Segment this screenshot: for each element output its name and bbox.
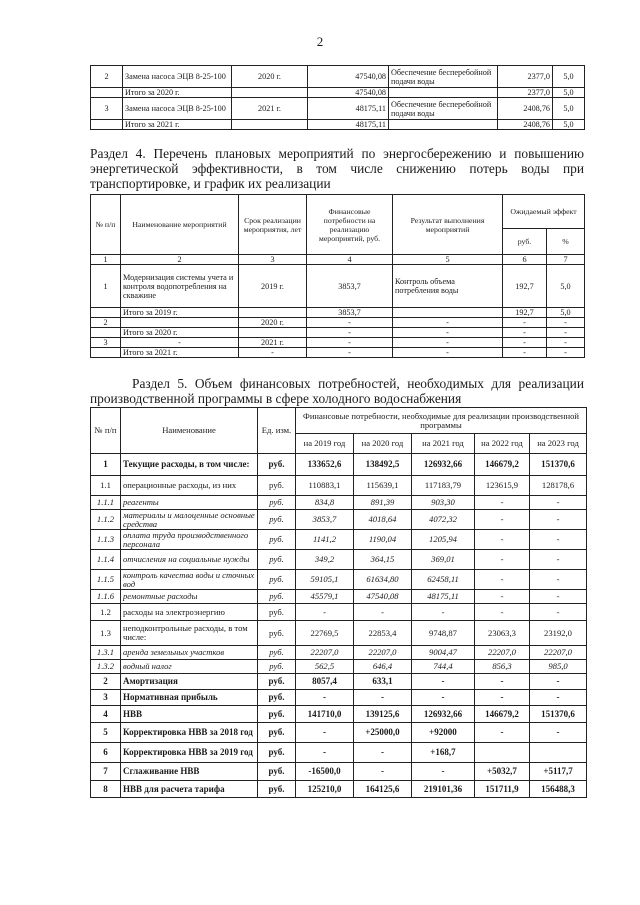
row-value: - [412,604,475,621]
row-value: - [475,530,530,550]
table-header-row [91,195,585,229]
table-row [91,550,587,570]
row-value: - [530,570,587,590]
row-value: 156488,3 [530,781,587,798]
row-unit: руб. [258,496,296,510]
row-value: 146679,2 [475,706,530,723]
row-num: 1.3.2 [91,660,121,674]
row-value: 48175,11 [412,590,475,604]
row-name: отчисления на социальные нужды [121,550,258,570]
row-value: 126932,66 [412,454,475,476]
row-year: 2021 г. [232,98,308,120]
row-cost: - [307,328,393,338]
row-value: 22853,4 [354,621,412,646]
row-num: 3 [91,690,121,706]
row-cost: 48175,11 [308,120,389,130]
row-name: Итого за 2020 г. [123,88,232,98]
table-row [91,570,587,590]
row-name: Итого за 2021 г. [121,348,239,358]
row-unit: руб. [258,476,296,496]
col-number: 3 [239,255,307,265]
row-name: Замена насоса ЭЦВ 8-25-100 [123,98,232,120]
row-value: 349,2 [296,550,354,570]
table-row [91,338,585,348]
table-body [91,454,587,798]
table-row [91,510,587,530]
row-unit: руб. [258,660,296,674]
row-cost: 47540,08 [308,66,389,88]
row-value [475,743,530,763]
row-value: 151370,6 [530,706,587,723]
row-cost: - [307,348,393,358]
row-value: - [530,690,587,706]
row-value: 834,8 [296,496,354,510]
row-result: - [393,318,503,328]
row-num: 3 [91,338,121,348]
row-num: 4 [91,706,121,723]
table-row [91,98,585,120]
energy-measures-table [90,194,585,358]
row-value: - [530,510,587,530]
row-value: 128178,6 [530,476,587,496]
row-name: Корректировка НВВ за 2019 год [121,743,258,763]
row-value: - [475,590,530,604]
row-value: 22207,0 [296,646,354,660]
row-rub: - [503,338,547,348]
row-name: Амортизация [121,674,258,690]
row-value: 22769,5 [296,621,354,646]
row-effect-rub: 2408,76 [498,120,553,130]
row-num: 1.1.1 [91,496,121,510]
row-value: 61634,80 [354,570,412,590]
row-value: - [530,496,587,510]
row-value: - [530,723,587,743]
row-name: Текущие расходы, в том числе: [121,454,258,476]
row-name: оплата труда производственного персонала [121,530,258,550]
table-row [91,265,585,308]
row-year: - [239,348,307,358]
row-value: 138492,5 [354,454,412,476]
header-year: на 2022 год [475,434,530,454]
row-value: - [475,570,530,590]
financial-needs-table [90,407,587,798]
row-value: +92000 [412,723,475,743]
row-value: - [530,530,587,550]
table-row [91,706,587,723]
row-value: 139125,6 [354,706,412,723]
table-row [91,781,587,798]
row-name: - [121,338,239,348]
row-name: Нормативная прибыль [121,690,258,706]
table-row [91,120,585,130]
row-unit: руб. [258,621,296,646]
row-value: - [475,723,530,743]
table-row [91,646,587,660]
row-name: аренда земельных участков [121,646,258,660]
row-value: - [296,723,354,743]
row-value: 985,0 [530,660,587,674]
row-effect-rub: 2377,0 [498,66,553,88]
table-row [91,308,585,318]
row-unit: руб. [258,743,296,763]
row-unit: руб. [258,706,296,723]
row-result: Обеспечение бесперебойной подачи воды [389,98,498,120]
row-result: - [393,328,503,338]
row-value: 1190,04 [354,530,412,550]
row-value: - [354,743,412,763]
table-row [91,674,587,690]
row-effect-pct: 5,0 [553,98,585,120]
row-value: +25000,0 [354,723,412,743]
row-value: - [412,690,475,706]
table-row [91,454,587,476]
row-unit: руб. [258,674,296,690]
row-unit: руб. [258,510,296,530]
table-row [91,88,585,98]
row-num: 1.1.4 [91,550,121,570]
row-num: 2 [91,318,121,328]
row-value: +168,7 [412,743,475,763]
table-row [91,348,585,358]
table-row [91,621,587,646]
row-value: 4072,32 [412,510,475,530]
row-effect-pct: 5,0 [553,66,585,88]
row-num: 3 [91,98,123,120]
row-effect-pct: 5,0 [553,120,585,130]
header-period: Срок реализации мероприятия, лет [239,195,307,255]
row-value: +5032,7 [475,763,530,781]
row-value: 59105,1 [296,570,354,590]
row-unit: руб. [258,590,296,604]
table-row [91,763,587,781]
row-value: 115639,1 [354,476,412,496]
row-num: 1.1.6 [91,590,121,604]
table-continuation [90,65,585,130]
row-value: 3853,7 [296,510,354,530]
table-row [91,604,587,621]
row-num: 7 [91,763,121,781]
row-value: 744,4 [412,660,475,674]
row-value: 45579,1 [296,590,354,604]
row-num: 8 [91,781,121,798]
header-num: № п/п [91,195,121,255]
header-year: на 2020 год [354,434,412,454]
page-number: 2 [316,34,324,49]
row-value: +5117,7 [530,763,587,781]
row-unit: руб. [258,454,296,476]
row-value: 126932,66 [412,706,475,723]
row-rub: 192,7 [503,265,547,308]
row-value: - [475,550,530,570]
row-value: 856,3 [475,660,530,674]
row-effect-pct: 5,0 [553,88,585,98]
row-cost: 48175,11 [308,98,389,120]
row-value: - [296,690,354,706]
row-unit: руб. [258,690,296,706]
header-finance: Финансовые потребности на реализацию мероприятий, руб. [307,195,393,255]
header-pct: % [547,229,585,255]
header-group: Финансовые потребности, необходимые для реализации производственной программы [296,408,587,434]
row-pct: 5,0 [547,265,585,308]
row-num: 2 [91,674,121,690]
row-result: Обеспечение бесперебойной подачи воды [389,66,498,88]
row-value: - [530,550,587,570]
col-number: 4 [307,255,393,265]
row-unit: руб. [258,723,296,743]
col-number: 2 [121,255,239,265]
row-value: 110883,1 [296,476,354,496]
row-value: - [354,690,412,706]
row-cost: 47540,08 [308,88,389,98]
row-value: 562,5 [296,660,354,674]
row-value: 219101,36 [412,781,475,798]
row-unit: руб. [258,646,296,660]
row-name: расходы на электроэнергию [121,604,258,621]
row-value: - [475,604,530,621]
row-value: 22207,0 [354,646,412,660]
row-value: 891,39 [354,496,412,510]
row-value: 164125,6 [354,781,412,798]
row-year: 2019 г. [239,265,307,308]
header-name: Наименование [121,408,258,454]
col-number: 6 [503,255,547,265]
row-value: 23063,3 [475,621,530,646]
row-value: 1141,2 [296,530,354,550]
row-name: Итого за 2021 г. [123,120,232,130]
row-name: Сглаживание НВВ [121,763,258,781]
row-value: 23192,0 [530,621,587,646]
row-effect-rub: 2377,0 [498,88,553,98]
header-year: на 2023 год [530,434,587,454]
row-num: 6 [91,743,121,763]
row-year: 2021 г. [239,338,307,348]
row-value: 141710,0 [296,706,354,723]
table-row [91,590,587,604]
row-effect-rub: 2408,76 [498,98,553,120]
row-value: - [354,604,412,621]
row-value: - [475,674,530,690]
row-num: 2 [91,66,123,88]
row-year: 2020 г. [239,318,307,328]
row-name: неподконтрольные расходы, в том числе: [121,621,258,646]
row-rub: - [503,328,547,338]
table-row [91,318,585,328]
row-unit: руб. [258,530,296,550]
header-name: Наименование мероприятий [121,195,239,255]
row-num: 1 [91,265,121,308]
header-year: на 2019 год [296,434,354,454]
row-name: водный налог [121,660,258,674]
row-name: материалы и малоценные основные средства [121,510,258,530]
row-value: 62458,11 [412,570,475,590]
row-value: - [475,496,530,510]
row-value [530,743,587,763]
row-value: 117183,79 [412,476,475,496]
table-row [91,690,587,706]
row-value: 133652,6 [296,454,354,476]
row-name: Корректировка НВВ за 2018 год [121,723,258,743]
row-name: реагенты [121,496,258,510]
row-value: 364,15 [354,550,412,570]
row-value: 646,4 [354,660,412,674]
row-pct: - [547,318,585,328]
row-unit: руб. [258,550,296,570]
row-name: НВВ [121,706,258,723]
row-value: -16500,0 [296,763,354,781]
header-num: № п/п [91,408,121,454]
row-value: 633,1 [354,674,412,690]
header-unit: Ед. изм. [258,408,296,454]
column-numbers-row [91,255,585,265]
row-num: 1.2 [91,604,121,621]
table-row [91,476,587,496]
section-4-title: Раздел 4. Перечень плановых мероприятий по энергосбережению и повышению энергетической эффективности, в том числе снижению потерь воды при транспортировке, и график их реализации [90,146,584,191]
row-value: 123615,9 [475,476,530,496]
row-pct: - [547,338,585,348]
row-value: 22207,0 [530,646,587,660]
table-row [91,723,587,743]
row-value: - [530,590,587,604]
row-value: 151711,9 [475,781,530,798]
row-result: Контроль объема потребления воды [393,265,503,308]
row-num: 1.3 [91,621,121,646]
table-row [91,660,587,674]
row-unit: руб. [258,763,296,781]
row-name: Замена насоса ЭЦВ 8-25-100 [123,66,232,88]
row-name: Итого за 2020 г. [121,328,239,338]
row-name: Модернизация системы учета и контроля водопотребления на скважине [121,265,239,308]
row-value: 903,30 [412,496,475,510]
row-value: - [475,510,530,530]
header-effect: Ожидаемый эффект [503,195,585,229]
row-cost: 3853,7 [307,265,393,308]
row-name: контроль качества воды и сточных вод [121,570,258,590]
row-value: - [296,604,354,621]
row-num: 1.1.2 [91,510,121,530]
row-result: - [393,338,503,348]
row-value: 369,01 [412,550,475,570]
header-year: на 2021 год [412,434,475,454]
row-value: 4018,64 [354,510,412,530]
row-value: 1205,94 [412,530,475,550]
row-value: - [475,690,530,706]
row-value: - [296,743,354,763]
section-5-title: Раздел 5. Объем финансовых потребностей, необходимых для реализации производственной программы в сфере холодного водоснабжения [90,376,584,406]
col-number: 7 [547,255,585,265]
row-num: 1.1 [91,476,121,496]
header-result: Результат выполнения мероприятий [393,195,503,255]
row-rub: - [503,318,547,328]
row-num: 1 [91,454,121,476]
col-number: 5 [393,255,503,265]
col-number: 1 [91,255,121,265]
row-pct: 5,0 [547,308,585,318]
row-cost: - [307,338,393,348]
row-num: 1.3.1 [91,646,121,660]
row-cost: - [307,318,393,328]
row-value: 146679,2 [475,454,530,476]
row-num: 5 [91,723,121,743]
row-value: 151370,6 [530,454,587,476]
row-value: 47540,08 [354,590,412,604]
row-unit: руб. [258,570,296,590]
row-value: 22207,0 [475,646,530,660]
row-name: операционные расходы, из них [121,476,258,496]
table-row [91,743,587,763]
row-name: ремонтные расходы [121,590,258,604]
table-row [91,530,587,550]
row-value: - [530,674,587,690]
row-value: - [354,763,412,781]
row-value: - [530,604,587,621]
header-rub: руб. [503,229,547,255]
row-value: 9004,47 [412,646,475,660]
row-rub: - [503,348,547,358]
row-unit: руб. [258,604,296,621]
row-pct: - [547,348,585,358]
row-unit: руб. [258,781,296,798]
row-result: - [393,348,503,358]
row-value: - [412,763,475,781]
row-name: Итого за 2019 г. [121,308,239,318]
row-year: 2020 г. [232,66,308,88]
row-name: НВВ для расчета тарифа [121,781,258,798]
row-value: - [412,674,475,690]
row-num: 1.1.3 [91,530,121,550]
table-header-row [91,408,587,434]
row-rub: 192,7 [503,308,547,318]
row-value: 9748,87 [412,621,475,646]
row-cost: 3853,7 [307,308,393,318]
row-value: 8057,4 [296,674,354,690]
row-num: 1.1.5 [91,570,121,590]
row-value: 125210,0 [296,781,354,798]
table-row [91,496,587,510]
table-row [91,66,585,88]
table-row [91,328,585,338]
row-pct: - [547,328,585,338]
